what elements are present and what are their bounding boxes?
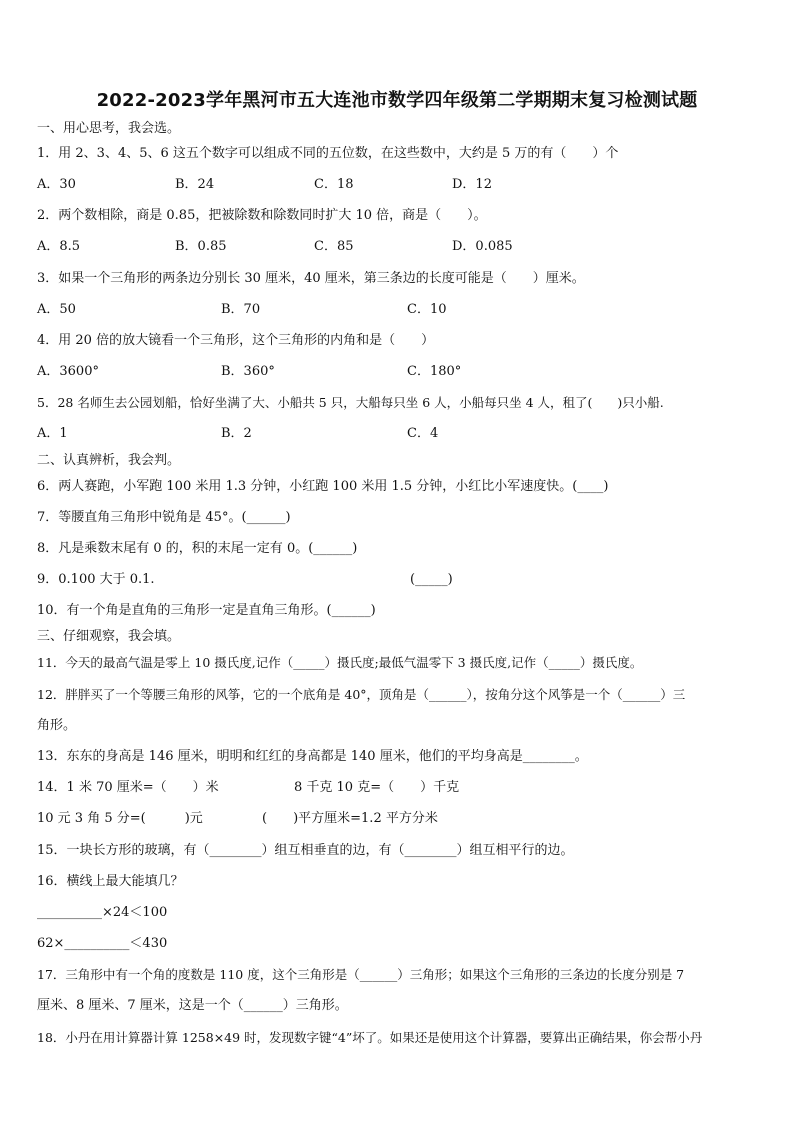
- section-heading-choice: 一、用心思考，我会选。: [37, 121, 181, 136]
- question-3: 3．如果一个三角形的两条边分别长 30 厘米，40 厘米，第三条边的长度可能是（ ）厘米。: [37, 271, 585, 286]
- question-9-blank: (_____): [410, 572, 453, 587]
- question-12-line2: 角形。: [37, 718, 77, 733]
- question-4: 4．用 20 倍的放大镜看一个三角形，这个三角形的内角和是（ ）: [37, 333, 435, 348]
- option-d: D．12: [452, 177, 492, 192]
- question-14-part-c: 10 元 3 角 5 分=( )元: [37, 811, 203, 826]
- option-a: A．50: [37, 302, 76, 317]
- question-8: 8．凡是乘数末尾有 0 的，积的末尾一定有 0。(______): [37, 541, 358, 556]
- question-16: 16．横线上最大能填几？: [37, 874, 184, 889]
- question-14-part-d: ( )平方厘米=1.2 平方分米: [262, 811, 438, 826]
- page-title: 2022-2023学年黑河市五大连池市数学四年级第二学期期末复习检测试题: [96, 90, 698, 111]
- option-a: A．1: [37, 426, 68, 441]
- question-13: 13．东东的身高是 146 厘米，明明和红红的身高都是 140 厘米，他们的平均身高是________。: [37, 749, 588, 764]
- option-d: D．0.085: [452, 239, 513, 254]
- option-b: B．360°: [221, 364, 275, 379]
- question-11: 11．今天的最高气温是零上 10 摄氏度,记作（_____）摄氏度;最低气温零下 3 摄氏度,记作（_____）摄氏度。: [37, 655, 643, 670]
- question-16-part-b: 62×__________＜430: [37, 936, 168, 951]
- section-heading-fill: 三、仔细观察，我会填。: [37, 629, 181, 644]
- question-6: 6．两人赛跑，小军跑 100 米用 1.3 分钟，小红跑 100 米用 1.5 分钟，小红比小军速度快。(____): [37, 479, 609, 494]
- question-18: 18．小丹在用计算器计算 1258×49 时，发现数字键“4”坏了。如果还是使用这个计算器，要算出正确结果，你会帮小丹: [37, 1030, 703, 1045]
- option-b: B．24: [175, 177, 215, 192]
- option-a: A．3600°: [37, 364, 99, 379]
- question-17-line1: 17．三角形中有一个角的度数是 110 度，这个三角形是（______）三角形；如果这个三角形的三条边的长度分别是 7: [37, 967, 685, 982]
- option-b: B．70: [221, 302, 261, 317]
- question-10: 10．有一个角是直角的三角形一定是直角三角形。(______): [37, 603, 376, 618]
- question-15: 15．一块长方形的玻璃，有（________）组互相垂直的边，有（________）组互相平行的边。: [37, 843, 574, 858]
- option-c: C．4: [407, 426, 439, 441]
- question-9: 9．0.100 大于 0.1.: [37, 572, 155, 587]
- question-5: 5．28 名师生去公园划船，恰好坐满了大、小船共 5 只，大船每只坐 6 人，小船每只坐 4 人，租了( )只小船.: [37, 395, 664, 410]
- option-c: C．10: [407, 302, 447, 317]
- question-1: 1．用 2、3、4、5、6 这五个数字可以组成不同的五位数，在这些数中，大约是 5 万的有（ ）个: [37, 146, 619, 161]
- option-c: C．85: [314, 239, 354, 254]
- option-c: C．180°: [407, 364, 462, 379]
- question-17-line2: 厘米、8 厘米、7 厘米，这是一个（______）三角形。: [37, 998, 348, 1013]
- option-a: A．8.5: [37, 239, 81, 254]
- question-14-part-a: 14．1 米 70 厘米=（ ）米: [37, 780, 219, 795]
- question-7: 7．等腰直角三角形中锐角是 45°。(______): [37, 510, 291, 525]
- question-2: 2．两个数相除，商是 0.85，把被除数和除数同时扩大 10 倍，商是（ ）。: [37, 208, 487, 223]
- question-16-part-a: __________×24＜100: [37, 905, 168, 920]
- option-b: B．0.85: [175, 239, 227, 254]
- question-12-line1: 12．胖胖买了一个等腰三角形的风筝，它的一个底角是 40°，顶角是（______），按角分这个风筝是一个（______）三: [37, 687, 686, 702]
- question-14-part-b: 8 千克 10 克=（ ）千克: [294, 780, 460, 795]
- option-a: A．30: [37, 177, 76, 192]
- option-c: C．18: [314, 177, 354, 192]
- section-heading-judge: 二、认真辨析，我会判。: [37, 453, 181, 468]
- option-b: B．2: [221, 426, 252, 441]
